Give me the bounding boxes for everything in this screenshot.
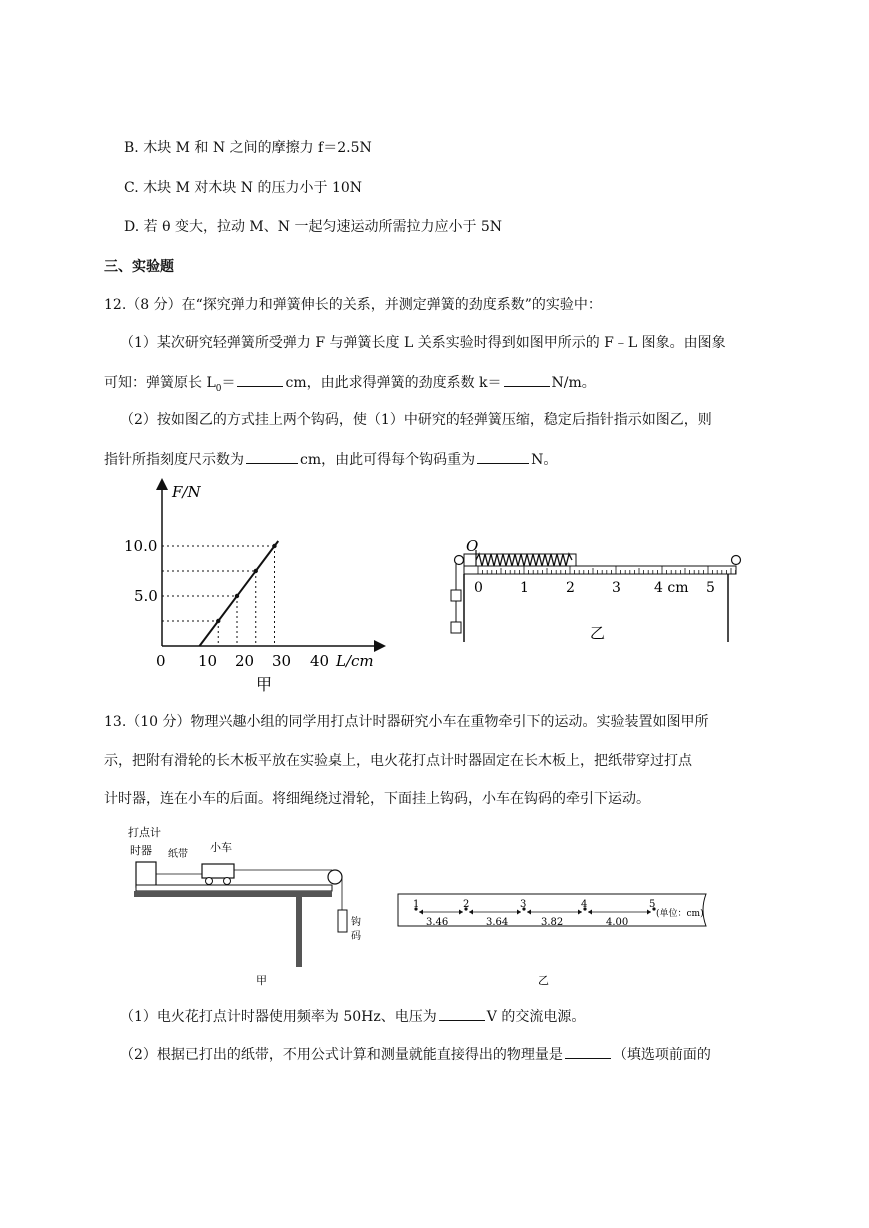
- point-label: 4: [581, 899, 588, 910]
- x-axis-label: L/cm: [336, 652, 374, 670]
- q12-part1-line2: [104, 372, 596, 399]
- ruler-tick-label: 2: [566, 580, 575, 596]
- segment-length: 3.64: [486, 917, 509, 928]
- q12-subscript: 0: [215, 383, 222, 394]
- x-tick-label: 10: [198, 652, 218, 670]
- spring: [476, 554, 572, 566]
- q12-text: N。: [531, 452, 558, 468]
- y-tick-label: 10.0: [124, 537, 158, 555]
- ruler-tick-label: 5: [706, 580, 715, 596]
- segment-length: 3.82: [541, 917, 564, 928]
- figure-caption-jia: 甲: [256, 675, 273, 694]
- figure-caption-yi: 乙: [538, 974, 549, 987]
- segment-length: 3.46: [426, 917, 449, 928]
- q12-text: 指针所指刻度尺示数为: [104, 452, 244, 468]
- q12-text: cm，由此可得每个钩码重为: [300, 452, 476, 468]
- weight-label: 钩: [351, 917, 361, 928]
- long-board: [136, 885, 332, 891]
- q12-text: 可知：弹簧原长 L: [104, 375, 216, 391]
- figure-caption-jia: 甲: [256, 974, 267, 987]
- x-tick-label: 0: [156, 652, 166, 670]
- q13-text: V 的交流电源。: [486, 1009, 586, 1025]
- plot-area: [162, 541, 278, 646]
- q13-text: （2）根据已打出的纸带，不用公式计算和测量就能直接得出的物理量是: [120, 1047, 563, 1063]
- cart-wheel: [206, 878, 213, 885]
- tape-label: 纸带: [168, 849, 188, 860]
- answer-blank-voltage[interactable]: [439, 1006, 485, 1021]
- spring-ruler-diagram: [442, 530, 752, 645]
- q13-text: （1）电火花打点计时器使用频率为 50Hz、电压为: [120, 1009, 437, 1025]
- q13-stem-line1: 13.（10 分）物理兴趣小组的同学用打点计时器研究小车在重物牵引下的运动。实验装置如图甲所: [104, 714, 709, 730]
- q13-text: （填选项前面的: [612, 1047, 711, 1063]
- option-d: D. 若 θ 变大，拉动 M、N 一起匀速运动所需拉力应小于 5N: [124, 219, 503, 235]
- y-tick-label: 5.0: [134, 587, 158, 605]
- q13-part2: [120, 1044, 711, 1065]
- answer-blank-reading[interactable]: [246, 449, 298, 464]
- data-point: [216, 619, 220, 623]
- data-point: [272, 544, 276, 548]
- table-leg: [296, 897, 302, 967]
- section-title: 三、实验题: [104, 259, 174, 275]
- point-label: 3: [520, 899, 527, 910]
- right-pulley: [732, 556, 741, 565]
- timer-box: [136, 862, 156, 887]
- q12-part2-line1: （2）按如图乙的方式挂上两个钩码，使（1）中研究的轻弹簧压缩，稳定后指针指示如图乙，则: [120, 412, 712, 428]
- q12-stem: 12.（8 分）在“探究弹力和弹簧伸长的关系，并测定弹簧的劲度系数”的实验中：: [104, 297, 602, 313]
- apparatus-diagram: [124, 822, 374, 992]
- q13-part1: [120, 1006, 585, 1027]
- segment-length: 4.00: [606, 917, 629, 928]
- fl-graph: [118, 478, 398, 698]
- x-tick-label: 30: [272, 652, 292, 670]
- data-point: [254, 569, 258, 573]
- point-label: 5: [649, 899, 656, 910]
- data-point: [235, 594, 239, 598]
- cart-wheel: [224, 878, 231, 885]
- q12-text: cm，由此求得弹簧的劲度系数 k＝: [285, 375, 502, 391]
- unit-label: (单位：cm): [656, 909, 704, 919]
- ruler-tick-label: 4 cm: [654, 580, 689, 596]
- answer-blank-weight[interactable]: [477, 449, 529, 464]
- point-label: 1: [413, 899, 420, 910]
- point-label: 2: [463, 899, 470, 910]
- cart: [202, 864, 234, 878]
- pulley: [328, 870, 342, 884]
- q12-part1-line1: （1）某次研究轻弹簧所受弹力 F 与弹簧长度 L 关系实验时得到如图甲所示的 F﹣L 图象。由图象: [120, 335, 726, 351]
- left-pulley: [455, 556, 464, 565]
- timer-label: 打点计: [128, 826, 161, 839]
- option-c: C. 木块 M 对木块 N 的压力小于 10N: [124, 180, 363, 196]
- ruler-tick-label: 3: [612, 580, 621, 596]
- answer-blank-l0[interactable]: [237, 372, 283, 387]
- hook-weight: [451, 622, 461, 633]
- hook-weight: [451, 590, 461, 601]
- q13-stem-line2: 示，把附有滑轮的长木板平放在实验桌上，电火花打点计时器固定在长木板上，把纸带穿过打点: [104, 753, 692, 769]
- paper-tape-diagram: [396, 890, 716, 992]
- q12-part2-line2: [104, 449, 557, 470]
- ruler-tick-label: 0: [474, 580, 483, 596]
- q13-stem-line3: 计时器，连在小车的后面。将细绳绕过滑轮，下面挂上钩码，小车在钩码的牵引下运动。: [104, 791, 650, 807]
- weight: [338, 910, 347, 932]
- weight-label: 码: [351, 931, 361, 942]
- answer-blank-quantity[interactable]: [565, 1044, 611, 1059]
- q12-text: N/m。: [551, 375, 596, 391]
- data-line: [200, 541, 279, 646]
- ruler-tick-label: 1: [520, 580, 529, 596]
- timer-label: 时器: [130, 844, 152, 857]
- x-tick-label: 20: [235, 652, 255, 670]
- answer-blank-k[interactable]: [504, 372, 550, 387]
- origin-label: O: [466, 537, 479, 555]
- option-b: B. 木块 M 和 N 之间的摩擦力 f＝2.5N: [124, 140, 372, 156]
- table-top: [134, 891, 332, 897]
- cart-label: 小车: [210, 841, 232, 854]
- x-tick-label: 40: [310, 652, 330, 670]
- ruler: [464, 566, 736, 574]
- q12-text: ＝: [221, 375, 236, 391]
- figure-caption-yi: 乙: [590, 624, 606, 642]
- y-axis-label: F/N: [172, 483, 201, 501]
